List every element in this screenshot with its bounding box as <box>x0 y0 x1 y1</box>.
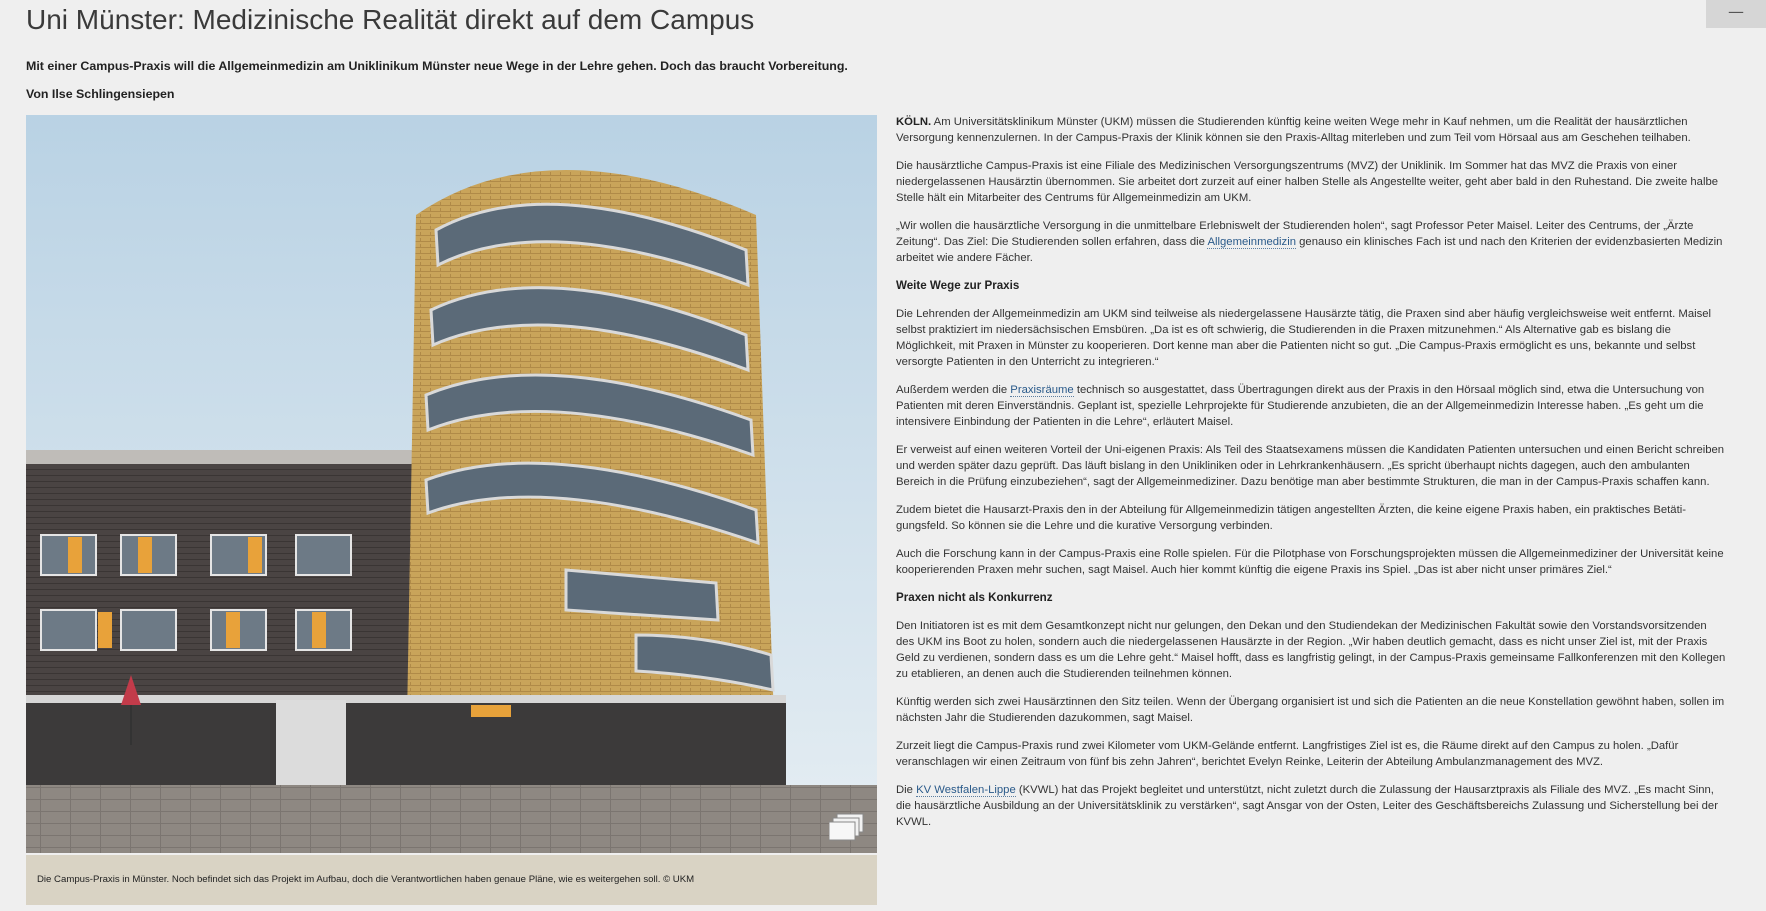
paragraph <box>896 782 1726 830</box>
article-body <box>896 114 1726 842</box>
paragraph: Zudem bietet die Hausarzt-Praxis den in der Abteilung für Allgemeinmedizin tätigen angestellten Ärzten, die keine eigene Praxis haben, ein praktisches Betätigungsfeld. So können sie die Lehre und die kurative Versorgung verbinden. <box>896 504 1686 532</box>
paragraph: Zurzeit liegt die Campus-Praxis rund zwei Kilometer vom UKM-Gelände entfernt. Langfristiges Ziel ist es, die Räume direkt auf den Campus zu holen. „Dafür veranschlagen wir einen Zeitraum von fünf bis zehn Jahren“, berichtet Evelyn Reinke, Leiterin der Abteilung Ambulanzmanagement des MVZ. <box>896 740 1679 768</box>
article-lead: Mit einer Campus-Praxis will die Allgemeinmedizin am Uniklinikum Münster neue Wege in der Lehre gehen. Doch das braucht Vorbereitung. <box>26 59 848 73</box>
page-title: Uni Münster: Medizinische Realität direkt auf dem Campus <box>26 4 755 35</box>
paragraph: Künftig werden sich zwei Hausärztinnen den Sitz teilen. Wenn der Übergang organisiert ist und sich die Patienten an die neue Konstellation gewöhnt haben, sollen im nächsten Jahr die Studierenden dazukommen, sagt Maisel. <box>896 696 1725 724</box>
link-praxisraeume[interactable]: Praxisräume <box>1010 384 1074 396</box>
paragraph <box>896 218 1726 266</box>
section-heading: Praxen nicht als Konkurrenz <box>896 591 1053 604</box>
gallery-icon[interactable] <box>829 813 865 841</box>
section-heading: Weite Wege zur Praxis <box>896 279 1020 292</box>
paragraph-text: technisch so ausgestattet, dass Übertragungen direkt aus der Praxis in den Hörsaal möglich sind, etwa die Untersuchung von Patienten mit deren Einverständnis. Geplant ist, spezielle Lehrprojekte für Studierende anzubieten, die an der Allgemeinmedizin Interesse haben. „Es geht um die intensivere Einbindung der Patienten in die Lehre“, erläutert Maisel. <box>896 384 1705 428</box>
paragraph: Die hausärztliche Campus-Praxis ist eine Filiale des Medizinischen Versorgungszentrums (MVZ) der Uniklinik. Im Sommer hat das MVZ die Praxis von einer niedergelassenen Hausärztin übernommen. Sie arbeitet dort zurzeit auf einer halben Stelle als Angestellte weiter, geht aber bald in den Ruhestand. Die zweite halbe Stelle hält ein Mitarbeiter des Centrums für Allgemeinmedizin am UKM. <box>896 160 1719 204</box>
building-photo-illustration <box>26 115 877 853</box>
paragraph-text: Außerdem werden die <box>896 384 1011 396</box>
paragraph-text: genauso ein klinisches Fach ist und nach den Kriterien der evidenzbasierten Medizin arbeitet wie andere Fächer. <box>896 236 1723 264</box>
paragraph-text: Die <box>896 784 917 796</box>
paragraph <box>896 114 1726 146</box>
link-kv-westfalen-lippe[interactable]: KV Westfalen-Lippe <box>916 784 1016 796</box>
paragraph-text: „Wir wollen die hausärztliche Versorgung in die unmittelbare Erlebniswelt der Studierenden holen“, sagt Professor Peter Maisel. Leiter des Centrums, der „Ärzte Zeitung“. Das Ziel: Die Studierenden sollen erfahren, dass die <box>896 220 1694 248</box>
article-author: Von Ilse Schlingensiepen <box>26 87 175 101</box>
paragraph-text: (KVWL) hat das Projekt begleitet und unterstützt, nicht zuletzt durch die Zulassung der Hausarztpraxis als Filiale des MVZ. „Es macht Sinn, die hausärztliche Ausbildung an der Universitätsklinik zu verstärken“, sagt Ansgar von der Osten, Leiter des Geschäftsbereichs Zulassung und Sicherstellung bei der KVWL. <box>896 784 1718 828</box>
paragraph-text: Am Universitätsklinikum Münster (UKM) müssen die Studierenden künftig keine weiten Wege mehr in Kauf nehmen, um die Realität der hausärztlichen Versorgung kennenzulernen. In der Campus-Praxis der Klinik können sie den Praxis-Alltag miterleben und zum Teil vom Hörsaal aus am Geschehen teilhaben. <box>896 116 1691 144</box>
dateline: KÖLN. <box>896 116 932 128</box>
article-photo[interactable] <box>26 115 877 853</box>
minimize-button[interactable]: — <box>1706 0 1766 28</box>
paragraph: Auch die Forschung kann in der Campus-Praxis eine Rolle spielen. Für die Pilotphase von Forschungsprojekten müssen die Allgemeinmediziner der Universität keine kooperierenden Praxen mehr suchen, sagt Maisel. Auch hier kommt künftig die eigene Praxis ins Spiel. „Das ist aber nicht unser primäres Ziel.“ <box>896 548 1724 576</box>
image-caption: Die Campus-Praxis in Münster. Noch befindet sich das Projekt im Aufbau, doch die Verantwortlichen haben genaue Pläne, wie es weitergehen soll. © UKM <box>26 855 877 905</box>
link-allgemeinmedizin[interactable]: Allgemeinmedizin <box>1207 236 1297 248</box>
paragraph: Er verweist auf einen weiteren Vorteil der Uni-eigenen Praxis: Als Teil des Staatsexamens müssen die Kandidaten Patienten untersuchen und einen Bericht schreiben und werden später dazu geprüft. Das läuft bislang in den Unikliniken oder in Lehrkrankenhäusern. „Es spricht überhaupt nichts dagegen, auch den ambulanten Bereich in die Prüfung einzubeziehen“, sagt der Allgemeinmediziner. Dazu benötige man aber bestimmte Strukturen, die man in der Campus-Praxis schaffen kann. <box>896 444 1725 488</box>
article-figure <box>26 115 877 907</box>
paragraph: Den Initiatoren ist es mit dem Gesamtkonzept nicht nur gelungen, den Dekan und den Studiendekan der Medizinischen Fakultät sowie den Vorstandsvorsitzenden des UKM ins Boot zu holen, sondern auch die niedergelassenen Hausärzte in der Region. „Wir haben deutlich gemacht, dass es nicht unser Ziel ist, mit der Praxis Geld zu verdienen, sondern dass es um die Lehre geht.“ Maisel hofft, dass es langfristig gelingt, in der Campus-Praxis gemeinsame Fallkonferenzen mit den Kollegen zu etablieren, an denen auch die Studierenden teilnehmen können. <box>896 620 1726 680</box>
paragraph <box>896 382 1726 430</box>
paragraph: Die Lehrenden der Allgemeinmedizin am UKM sind teilweise als niedergelassene Hausärzte tätig, die Praxen sind aber häufig vergleichsweise weit entfernt. Maisel selbst praktiziert im niedersächsischen Emsbüren. „Da ist es oft schwierig, die Studierenden in die Praxen mitzunehmen.“ Als Alternative gab es bislang die Möglichkeit, mit Praxen in Münster zu kooperieren. Dort kenne man aber die Patienten nicht so gut. „Die Campus-Praxis ermöglicht es uns, bekannte und selbst versorgte Patienten in den Unterricht zu integrieren.“ <box>896 308 1712 368</box>
